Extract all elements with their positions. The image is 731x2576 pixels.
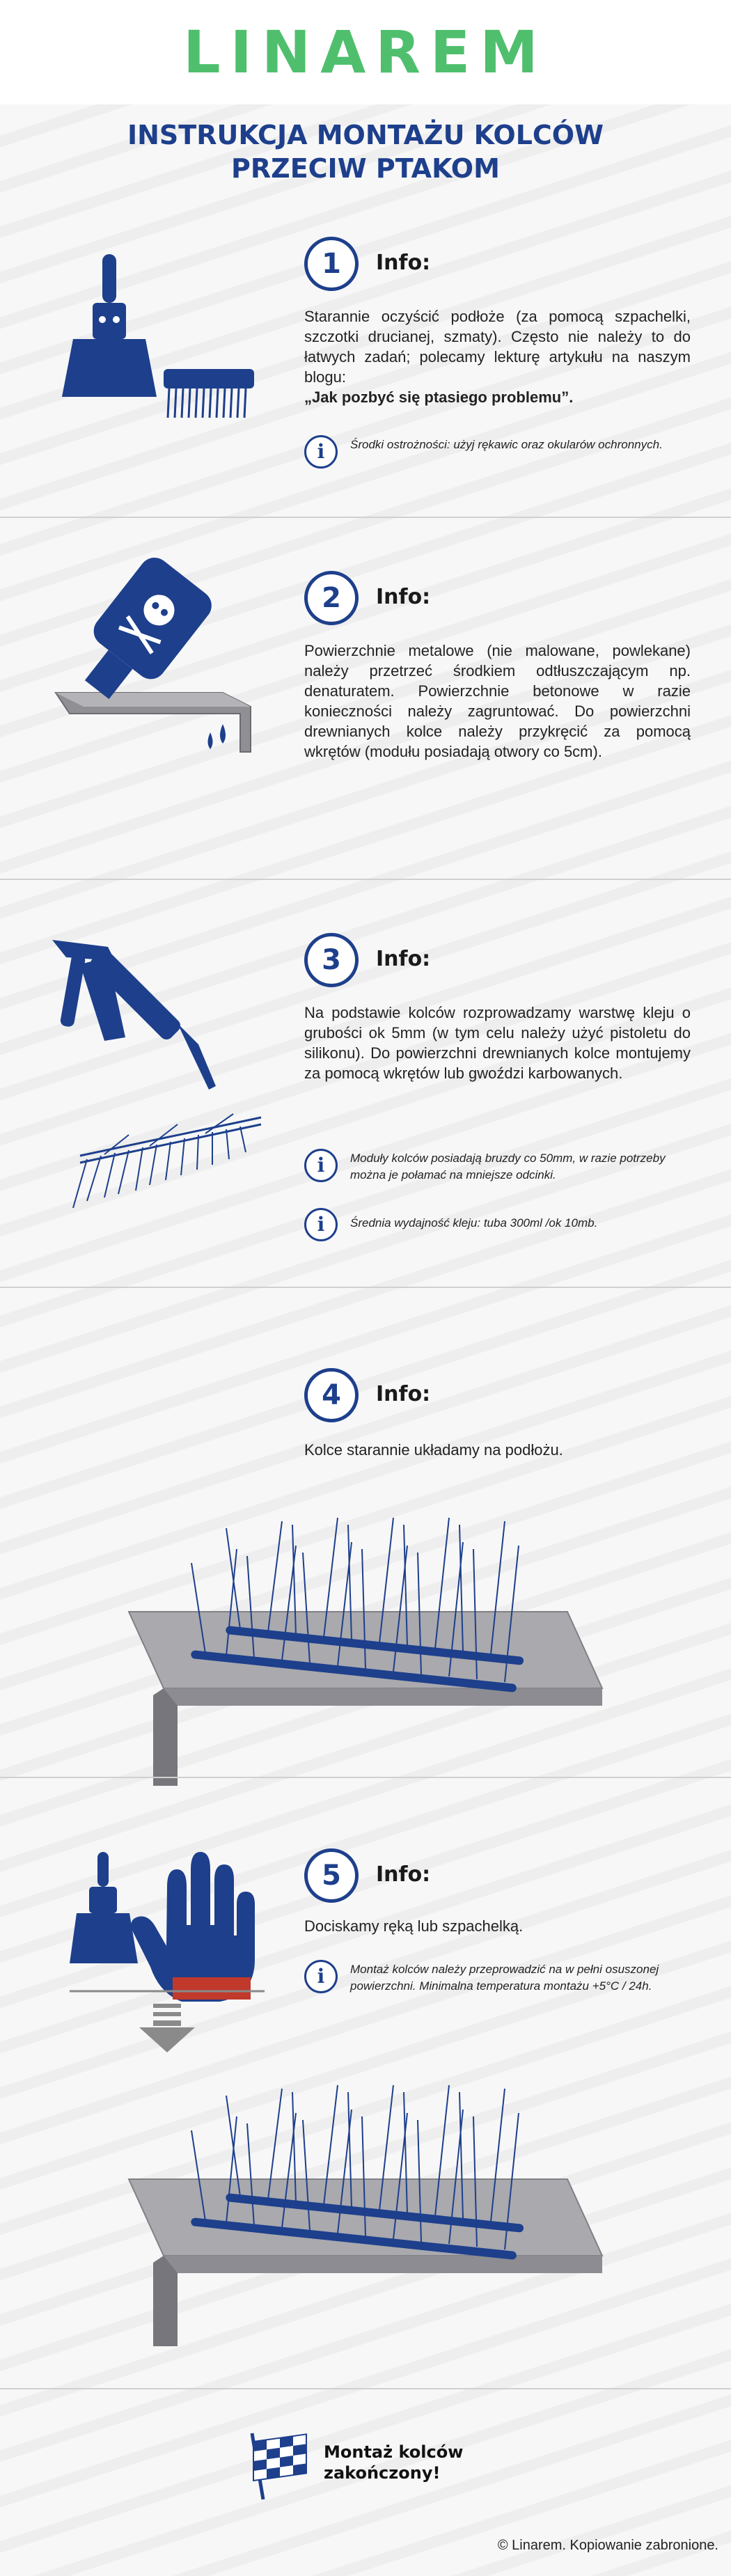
info-icon: i bbox=[304, 1208, 338, 1241]
checkered-flag-icon bbox=[244, 2426, 313, 2503]
step-1-note bbox=[304, 435, 694, 469]
step-1-blog-link[interactable]: „Jak pozbyć się ptasiego problemu”. bbox=[304, 388, 574, 406]
glove-press-icon bbox=[70, 1845, 265, 2054]
step-2-text: Powierzchnie metalowe (nie malowane, powlekane) należy przetrzeć środkiem odtłuszczającym np. denaturatem. Powierzchnie betonowe w razie konieczności należy zagruntować. Do powierzchni drewnianych kolce należy przykręcić za pomocą wkrętów (modułu posiadają otwory co 5cm). bbox=[304, 642, 691, 760]
finish-line-1: Montaż kolców bbox=[324, 2442, 464, 2462]
step-4-label: Info: bbox=[376, 1382, 431, 1406]
pressed-spikes-on-sill-icon bbox=[122, 2075, 609, 2353]
step-3-number: 3 bbox=[304, 933, 359, 987]
step-5-note bbox=[304, 1960, 694, 1995]
step-1-description: Starannie oczyścić podłoże (za pomocą szpachelki, szczotki drucianej, szmaty). Często nie należy to do łatwych zadań; polecamy lekturę artykułu na naszym blogu: bbox=[304, 308, 691, 386]
step-4-text: Kolce starannie układamy na podłożu. bbox=[304, 1441, 563, 1459]
step-5-text: Dociskamy ręką lub szpachelką. bbox=[304, 1917, 524, 1935]
step-1-text bbox=[304, 306, 691, 407]
step-3-note-1-text: Moduły kolców posiadają bruzdy co 50mm, w razie potrzeby można je połamać na mniejsze odcinki. bbox=[350, 1152, 666, 1181]
info-icon: i bbox=[304, 435, 338, 469]
step-3-note-2-text: Średnia wydajność kleju: tuba 300ml /ok 10mb. bbox=[350, 1216, 598, 1230]
section-divider bbox=[0, 1287, 731, 1288]
info-icon: i bbox=[304, 1960, 338, 1993]
step-3-note-2 bbox=[304, 1208, 694, 1241]
step-3-text: Na podstawie kolców rozprowadzamy warstwę kleju o grubości ok 5mm (w tym celu należy użyć pistoletu do silikonu). Do powierzchni drewnianych kolce montujemy za pomocą wkrętów lub gwoździ karbowanych. bbox=[304, 1004, 691, 1082]
section-divider bbox=[0, 517, 731, 518]
step-5-number: 5 bbox=[304, 1848, 359, 1903]
caulk-gun-icon bbox=[38, 926, 275, 1218]
finish-line-2: zakończony! bbox=[324, 2463, 441, 2483]
section-divider bbox=[0, 879, 731, 880]
section-divider bbox=[0, 2388, 731, 2389]
spatula-brush-icon bbox=[59, 247, 261, 428]
info-icon: i bbox=[304, 1149, 338, 1182]
step-3-label: Info: bbox=[376, 947, 431, 971]
title-line-1: INSTRUKCJA MONTAŻU KOLCÓW bbox=[127, 120, 604, 150]
section-divider bbox=[0, 1777, 731, 1778]
step-3-note-1 bbox=[304, 1149, 694, 1184]
brand-logo: LINAREM bbox=[183, 18, 548, 86]
spikes-on-sill-icon bbox=[122, 1507, 609, 1800]
step-2-number: 2 bbox=[304, 571, 359, 625]
step-5-label: Info: bbox=[376, 1862, 431, 1887]
step-1-label: Info: bbox=[376, 251, 431, 275]
finish-banner bbox=[244, 2426, 494, 2503]
step-2-label: Info: bbox=[376, 585, 431, 609]
step-1-number: 1 bbox=[304, 237, 359, 291]
step-1-note-text: Środki ostrożności: użyj rękawic oraz okularów ochronnych. bbox=[350, 438, 663, 451]
page-title bbox=[0, 118, 731, 185]
degreaser-bottle-icon bbox=[49, 550, 272, 780]
copyright: © Linarem. Kopiowanie zabronione. bbox=[497, 2538, 718, 2553]
step-4-number: 4 bbox=[304, 1368, 359, 1422]
step-5-note-text: Montaż kolców należy przeprowadzić na w pełni osuszonej powierzchni. Minimalna temperatura montażu +5°C / 24h. bbox=[350, 1963, 659, 1993]
title-line-2: PRZECIW PTAKOM bbox=[231, 153, 500, 184]
finish-text bbox=[324, 2442, 463, 2483]
